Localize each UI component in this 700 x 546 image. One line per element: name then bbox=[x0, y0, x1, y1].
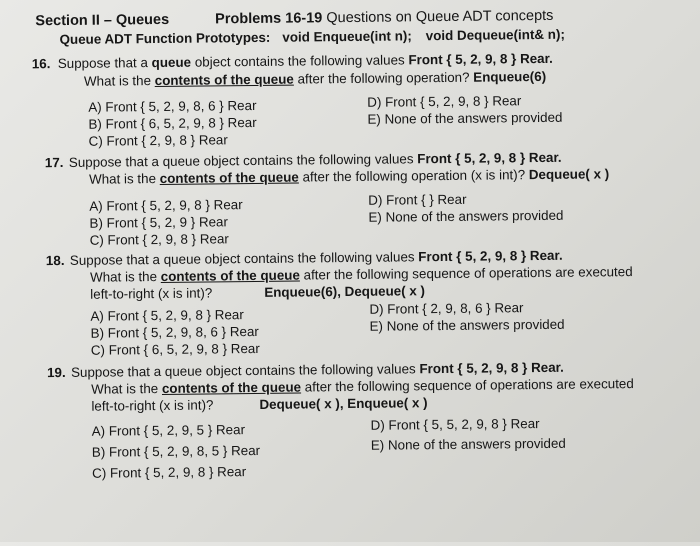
q17-text: Suppose that a queue object contains the following values bbox=[68, 151, 418, 170]
q18-option-b[interactable]: B) Front { 5, 2, 9, 8, 6 } Rear bbox=[90, 323, 259, 341]
prototypes-line bbox=[59, 27, 564, 48]
q18-option-c[interactable]: C) Front { 6, 5, 2, 9, 8 } Rear bbox=[90, 340, 260, 358]
q17-option-d[interactable]: D) Front { } Rear bbox=[368, 191, 467, 208]
q17-text3: after the following operation (x is int)? bbox=[298, 167, 529, 185]
q17-option-a[interactable]: A) Front { 5, 2, 9, 8 } Rear bbox=[89, 197, 243, 214]
q16-text2: object contains the following values bbox=[190, 52, 409, 70]
q18-option-e[interactable]: E) None of the answers provided bbox=[369, 316, 565, 334]
q18-operation: Enqueue(6), Dequeue( x ) bbox=[264, 283, 426, 300]
q16-stem-line2 bbox=[84, 69, 546, 90]
q19-option-d[interactable]: D) Front { 5, 5, 2, 9, 8 } Rear bbox=[370, 416, 540, 433]
problems-description: Questions on Queue ADT concepts bbox=[322, 7, 554, 27]
section-title bbox=[35, 8, 553, 29]
q18-text2: What is the bbox=[89, 268, 161, 285]
q18-text3: after the following sequence of operations are executed bbox=[299, 264, 633, 283]
q17-operation: Dequeue( x ) bbox=[528, 166, 610, 183]
q16-text3: What is the bbox=[83, 73, 155, 89]
q16-text4: after the following operation? bbox=[293, 69, 474, 87]
q17-option-c[interactable]: C) Front { 2, 9, 8 } Rear bbox=[89, 231, 229, 248]
q17-underline: contents of the queue bbox=[159, 169, 299, 186]
q18-option-d[interactable]: D) Front { 2, 9, 8, 6 } Rear bbox=[369, 300, 524, 317]
q19-values: Front { 5, 2, 9, 8 } Rear. bbox=[419, 359, 564, 377]
q16-option-c[interactable]: C) Front { 2, 9, 8 } Rear bbox=[88, 132, 228, 149]
q16-option-b[interactable]: B) Front { 6, 5, 2, 9, 8 } Rear bbox=[88, 114, 257, 132]
q16-underline: contents of the queue bbox=[154, 71, 294, 89]
q16-option-e[interactable]: E) None of the answers provided bbox=[367, 109, 563, 127]
q16-option-d[interactable]: D) Front { 5, 2, 9, 8 } Rear bbox=[367, 93, 522, 110]
proto-enqueue: void Enqueue(int n); bbox=[282, 28, 412, 45]
q16-text: Suppose that a bbox=[57, 55, 152, 72]
q19-option-e[interactable]: E) None of the answers provided bbox=[370, 435, 566, 453]
section-label: Section II – Queues bbox=[35, 11, 170, 30]
q18-option-a[interactable]: A) Front { 5, 2, 9, 8 } Rear bbox=[90, 307, 244, 324]
q17-number: 17. bbox=[44, 154, 64, 171]
q18-text4: left-to-right (x is int)? bbox=[90, 285, 213, 302]
q17-option-e[interactable]: E) None of the answers provided bbox=[368, 207, 564, 225]
q18-underline: contents of the queue bbox=[160, 267, 300, 284]
q16-operation: Enqueue(6) bbox=[473, 68, 547, 85]
q19-number: 19. bbox=[46, 364, 66, 381]
q18-values: Front { 5, 2, 9, 8 } Rear. bbox=[418, 247, 563, 265]
q19-text4: left-to-right (x is int)? bbox=[91, 397, 214, 414]
prototypes-label: Queue ADT Function Prototypes: bbox=[59, 29, 271, 48]
q19-stem-line3 bbox=[91, 395, 427, 415]
q19-option-c[interactable]: C) Front { 5, 2, 9, 8 } Rear bbox=[92, 464, 247, 481]
q17-text2: What is the bbox=[88, 170, 160, 187]
q18-text: Suppose that a queue object contains the following values bbox=[69, 249, 419, 268]
q18-number: 18. bbox=[45, 252, 65, 269]
q17-option-b[interactable]: B) Front { 5, 2, 9 } Rear bbox=[89, 214, 228, 231]
q19-text: Suppose that a queue object contains the following values bbox=[70, 361, 420, 380]
q19-operation: Dequeue( x ), Enqueue( x ) bbox=[259, 395, 428, 412]
q16-option-a[interactable]: A) Front { 5, 2, 9, 8, 6 } Rear bbox=[88, 97, 257, 115]
q16-values: Front { 5, 2, 9, 8 } Rear. bbox=[408, 50, 553, 68]
proto-dequeue: void Dequeue(int& n); bbox=[425, 26, 565, 44]
problems-label: Problems 16-19 bbox=[215, 10, 323, 28]
q19-text3: after the following sequence of operations are executed bbox=[300, 376, 634, 395]
q19-text2: What is the bbox=[91, 380, 163, 397]
q19-option-b[interactable]: B) Front { 5, 2, 9, 8, 5 } Rear bbox=[91, 442, 261, 460]
q19-underline: contents of the queue bbox=[161, 379, 302, 396]
q17-values: Front { 5, 2, 9, 8 } Rear. bbox=[417, 149, 562, 167]
q16-number: 16. bbox=[31, 56, 51, 72]
q16-queue-bold: queue bbox=[151, 54, 192, 71]
q19-option-a[interactable]: A) Front { 5, 2, 9, 5 } Rear bbox=[91, 422, 246, 439]
q18-stem-line3 bbox=[90, 283, 425, 303]
